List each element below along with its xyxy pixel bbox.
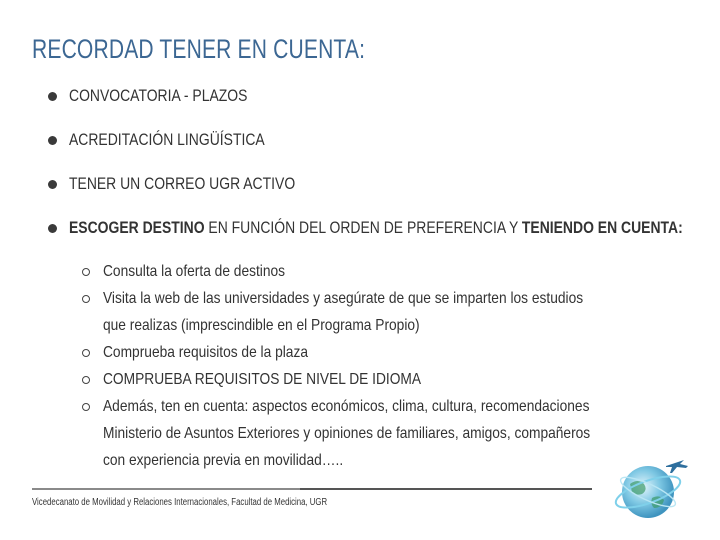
- bullet-dot-icon: [48, 224, 57, 233]
- bullet-item: [48, 174, 345, 194]
- sub-item-text: Consulta la oferta de destinos: [103, 263, 286, 280]
- sub-item-text: Comprueba requisitos de la plaza: [103, 344, 308, 361]
- sub-list-item: [82, 258, 672, 285]
- bullet-dot-icon: [48, 180, 57, 189]
- bullet-item: [48, 86, 287, 106]
- bullet-item: [48, 130, 308, 150]
- hollow-bullet-icon: [82, 403, 90, 411]
- footer-text: Vicedecanato de Movilidad y Relaciones Internacionales, Facultad de Medicina, UGR: [32, 497, 328, 508]
- bullet-item: [48, 218, 720, 238]
- bullet-text-middle: EN FUNCIÓN DEL ORDEN DE PREFERENCIA Y: [204, 218, 522, 237]
- bullet-text: [69, 218, 683, 238]
- bullet-text: CONVOCATORIA - PLAZOS: [69, 86, 248, 105]
- sub-list-item: [82, 366, 672, 393]
- sub-item-text: COMPRUEBA REQUISITOS DE NIVEL DE IDIOMA: [103, 371, 422, 388]
- bullet-emphasis: ESCOGER DESTINO: [69, 218, 205, 237]
- sub-list-item: [82, 339, 672, 366]
- bullet-text: ACREDITACIÓN LINGÜÍSTICA: [69, 130, 265, 149]
- sub-list: [82, 258, 672, 474]
- globe-airplane-logo-icon: [608, 440, 698, 530]
- bullet-emphasis: TENIENDO EN CUENTA:: [521, 218, 683, 237]
- hollow-bullet-icon: [82, 295, 90, 303]
- hollow-bullet-icon: [82, 376, 90, 384]
- footer-divider-accent: [300, 488, 592, 490]
- hollow-bullet-icon: [82, 349, 90, 357]
- bullet-dot-icon: [48, 92, 57, 101]
- slide-title: RECORDAD TENER EN CUENTA:: [32, 34, 366, 64]
- sub-item-text: Visita la web de las universidades y asegúrate de que se imparten los estudios que realizas (imprescindible en el Programa Propio): [103, 290, 584, 334]
- sub-list-item: [82, 393, 672, 474]
- hollow-bullet-icon: [82, 268, 90, 276]
- bullet-text: TENER UN CORREO UGR ACTIVO: [69, 174, 296, 193]
- bullet-dot-icon: [48, 136, 57, 145]
- sub-list-item: [82, 285, 672, 339]
- sub-item-text: Además, ten en cuenta: aspectos económicos, clima, cultura, recomendaciones Ministerio de Asuntos Exteriores y opiniones de familiares, amigos, compañeros con experiencia previa en movilidad…..: [103, 398, 591, 469]
